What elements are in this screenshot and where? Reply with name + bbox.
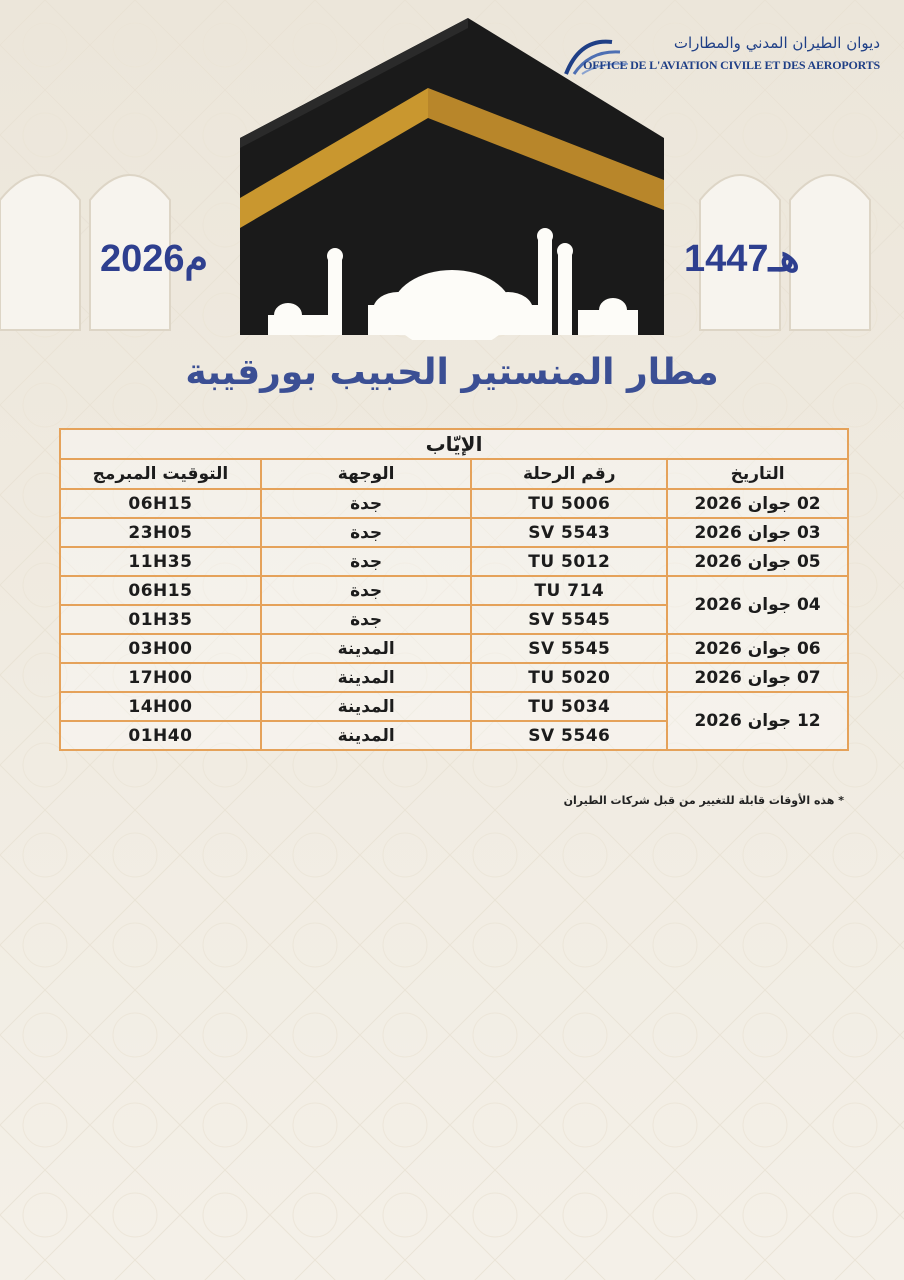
cell-destination: المدينة — [261, 634, 472, 663]
header-date: التاريخ — [667, 459, 848, 489]
cell-time: 06H15 — [60, 576, 261, 605]
cell-date: 03 جوان 2026 — [667, 518, 848, 547]
cell-flight: TU 5006 — [471, 489, 667, 518]
table-row — [60, 489, 848, 518]
cell-time: 01H35 — [60, 605, 261, 634]
cell-flight: SV 5546 — [471, 721, 667, 750]
cell-time: 23H05 — [60, 518, 261, 547]
cell-flight: TU 5012 — [471, 547, 667, 576]
table-row — [60, 663, 848, 692]
cell-flight: SV 5545 — [471, 634, 667, 663]
cell-destination: جدة — [261, 605, 472, 634]
cell-flight: TU 714 — [471, 576, 667, 605]
cell-destination: المدينة — [261, 692, 472, 721]
oaca-logo — [560, 34, 880, 84]
cell-date: 12 جوان 2026 — [667, 692, 848, 750]
logo-french-text: OFFICE DE L'AVIATION CIVILE ET DES AEROPORTS — [583, 58, 880, 72]
cell-flight: TU 5020 — [471, 663, 667, 692]
header-time: التوقيت المبرمج — [60, 459, 261, 489]
header-destination: الوجهة — [261, 459, 472, 489]
header-flight: رقم الرحلة — [471, 459, 667, 489]
cell-date: 06 جوان 2026 — [667, 634, 848, 663]
logo-arabic-text: ديوان الطيران المدني والمطارات — [673, 34, 880, 52]
table-caption: الإيّاب — [60, 429, 848, 459]
airport-title: مطار المنستير الحبيب بورقيبة — [185, 352, 719, 393]
table-header-row — [60, 459, 848, 489]
disclaimer-note: * هذه الأوقات قابلة للتغيير من قبل شركات الطيران — [563, 794, 844, 807]
cell-date: 05 جوان 2026 — [667, 547, 848, 576]
table-row — [60, 547, 848, 576]
cell-time: 11H35 — [60, 547, 261, 576]
table-caption-row — [60, 429, 848, 459]
cell-date: 07 جوان 2026 — [667, 663, 848, 692]
cell-destination: جدة — [261, 489, 472, 518]
cell-date: 02 جوان 2026 — [667, 489, 848, 518]
cell-time: 06H15 — [60, 489, 261, 518]
cell-time: 01H40 — [60, 721, 261, 750]
oaca-logo-icon — [560, 34, 632, 80]
cell-flight: TU 5034 — [471, 692, 667, 721]
return-flights-table — [59, 428, 849, 751]
table-row — [60, 518, 848, 547]
table-row — [60, 692, 848, 721]
cell-destination: جدة — [261, 547, 472, 576]
cell-date: 04 جوان 2026 — [667, 576, 848, 634]
cell-destination: المدينة — [261, 721, 472, 750]
table-row — [60, 634, 848, 663]
cell-time: 17H00 — [60, 663, 261, 692]
gregorian-year: 2026م — [100, 238, 209, 280]
cell-destination: جدة — [261, 518, 472, 547]
cell-time: 14H00 — [60, 692, 261, 721]
table-row — [60, 576, 848, 605]
cell-destination: جدة — [261, 576, 472, 605]
cell-flight: SV 5543 — [471, 518, 667, 547]
cell-destination: المدينة — [261, 663, 472, 692]
cell-flight: SV 5545 — [471, 605, 667, 634]
hijri-year: 1447هـ — [684, 238, 800, 280]
cell-time: 03H00 — [60, 634, 261, 663]
